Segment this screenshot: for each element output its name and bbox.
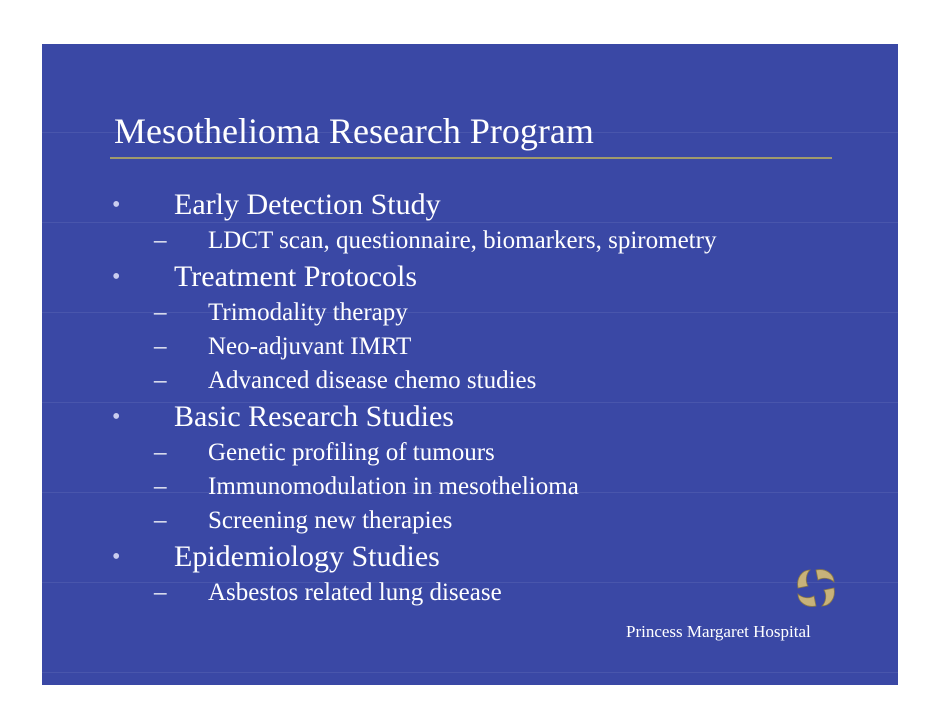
bullet-label: Epidemiology Studies [174,540,440,573]
bullet-marker: • [112,192,121,218]
title-underline [110,157,832,159]
dash-marker: – [154,507,167,534]
dash-marker: – [154,227,167,254]
background-gridline [42,672,898,673]
hospital-name: Princess Margaret Hospital [626,622,811,641]
bullet-label: Treatment Protocols [174,260,418,293]
background-gridline [42,402,898,403]
sub-bullet-label: Screening new therapies [208,507,453,534]
slide [42,44,898,685]
bullet-label: Basic Research Studies [174,400,454,433]
dash-marker: – [154,579,167,606]
dash-marker: – [154,299,167,326]
pinwheel-logo-icon [790,562,842,614]
bullet-marker: • [112,544,121,570]
bullet-marker: • [112,264,121,290]
background-gridline [42,312,898,313]
sub-bullet-label: Asbestos related lung disease [208,579,502,606]
bullet-marker: • [112,404,121,430]
slide-title: Mesothelioma Research Program [114,111,594,151]
dash-marker: – [154,439,167,466]
bullet-label: Early Detection Study [174,188,441,221]
sub-bullet-label: Advanced disease chemo studies [208,367,537,394]
dash-marker: – [154,367,167,394]
sub-bullet-label: Immunomodulation in mesothelioma [208,473,579,500]
dash-marker: – [154,333,167,360]
sub-bullet-label: Neo-adjuvant IMRT [208,333,412,360]
sub-bullet-label: Trimodality therapy [208,299,408,326]
sub-bullet-label: Genetic profiling of tumours [208,439,495,466]
dash-marker: – [154,473,167,500]
background-gridline [42,222,898,223]
sub-bullet-label: LDCT scan, questionnaire, biomarkers, spirometry [208,227,717,254]
